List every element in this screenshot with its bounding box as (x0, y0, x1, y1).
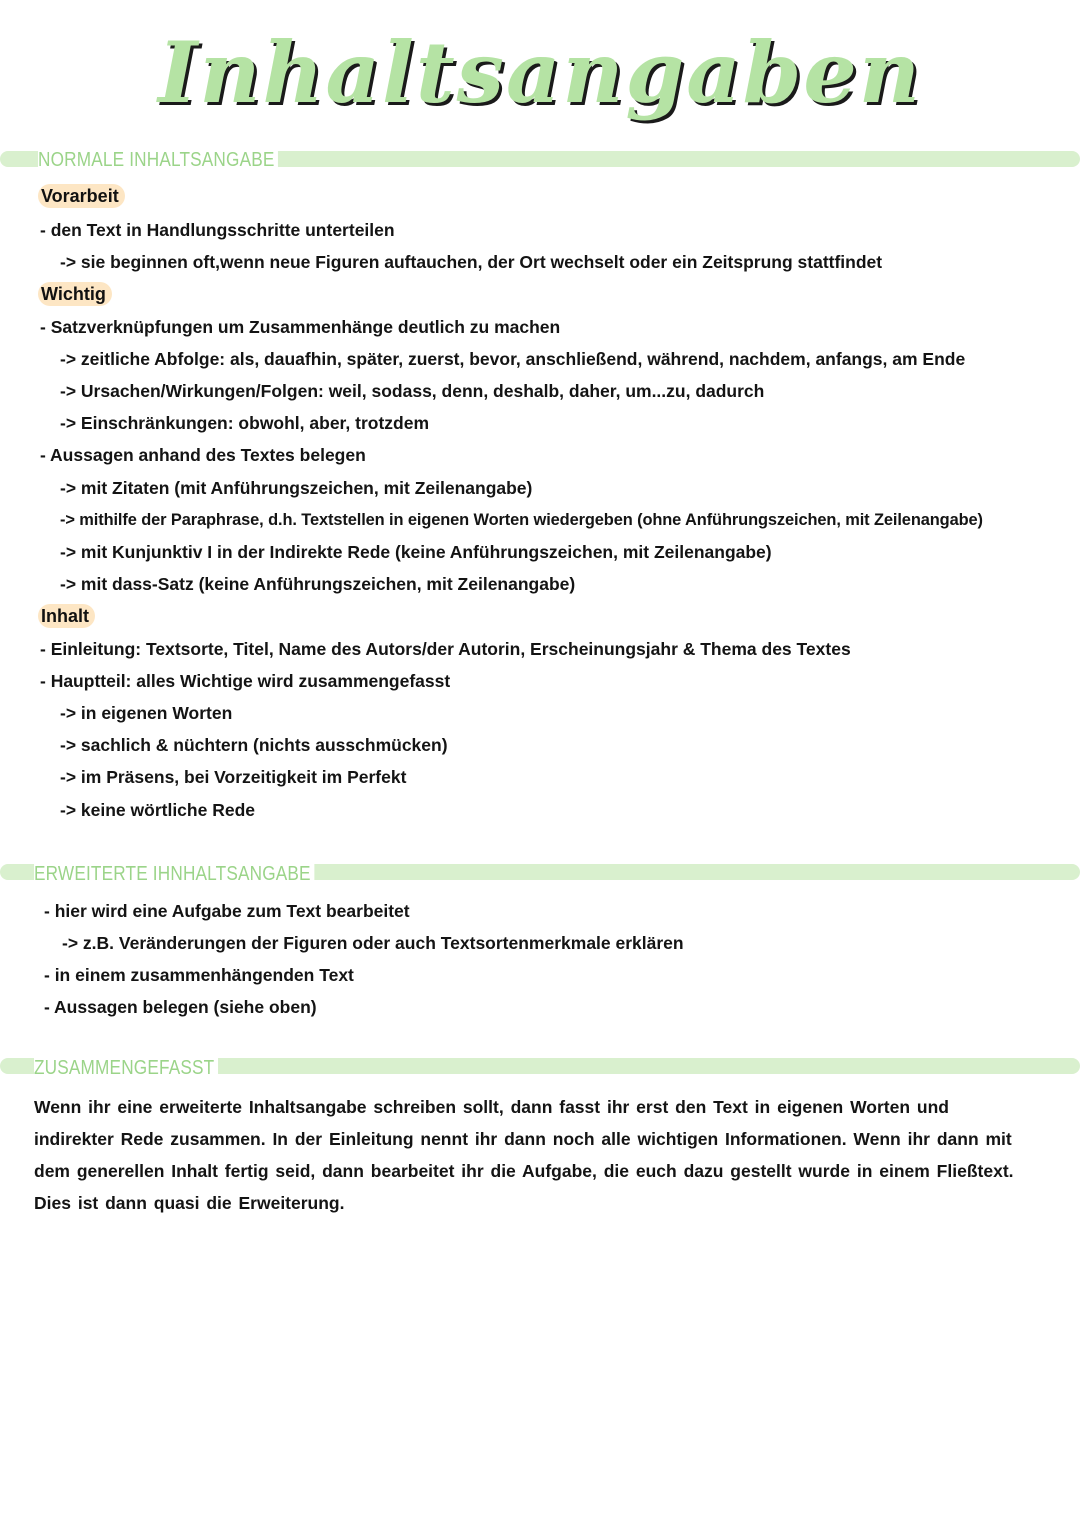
list-item: -> sie beginnen oft,wenn neue Figuren auftauchen, der Ort wechselt oder ein Zeitsprung stattfindet (60, 252, 883, 272)
list-item: -> im Präsens, bei Vorzeitigkeit im Perfekt (60, 767, 407, 787)
list-item: - Aussagen belegen (siehe oben) (44, 997, 317, 1017)
list-item: - Einleitung: Textsorte, Titel, Name des Autors/der Autorin, Erscheinungsjahr & Thema des Textes (40, 639, 851, 659)
list-item: -> Einschränkungen: obwohl, aber, trotzdem (60, 413, 430, 433)
list-item: - den Text in Handlungsschritte unterteilen (40, 220, 395, 240)
list-item: -> sachlich & nüchtern (nichts ausschmücken) (60, 735, 448, 755)
list-item: - hier wird eine Aufgabe zum Text bearbeitet (44, 901, 410, 921)
section-heading-zusammengefasst: ZUSAMMENGEFASST (34, 1056, 218, 1080)
list-item: -> z.B. Veränderungen der Figuren oder auch Textsortenmerkmale erklären (62, 933, 684, 953)
subheading-vorarbeit: Vorarbeit (38, 184, 125, 208)
list-item: - Satzverknüpfungen um Zusammenhänge deutlich zu machen (40, 317, 561, 337)
list-item: -> Ursachen/Wirkungen/Folgen: weil, sodass, denn, deshalb, daher, um...zu, dadurch (60, 381, 765, 401)
list-item: - in einem zusammenhängenden Text (44, 965, 354, 985)
list-item: -> mithilfe der Paraphrase, d.h. Textstellen in eigenen Worten wiedergeben (ohne Anführungszeichen, mit Zeilenangabe) (60, 511, 983, 529)
page-title: Inhaltsangaben (158, 23, 922, 122)
subheading-inhalt: Inhalt (38, 604, 95, 628)
list-item: - Aussagen anhand des Textes belegen (40, 445, 366, 465)
list-item: -> mit dass-Satz (keine Anführungszeichen, mit Zeilenangabe) (60, 574, 576, 594)
list-item: - Hauptteil: alles Wichtige wird zusammengefasst (40, 671, 451, 691)
section-heading-erweitert: ERWEITERTE IHNHALTSANGABE (34, 862, 314, 886)
list-item: -> zeitliche Abfolge: als, dauafhin, später, zuerst, bevor, anschließend, während, nachdem, anfangs, am Ende (60, 349, 966, 369)
list-item: -> keine wörtliche Rede (60, 800, 255, 820)
list-item: -> mit Kunjunktiv I in der Indirekte Rede (keine Anführungszeichen, mit Zeilenangabe) (60, 542, 772, 562)
section-heading-normal: NORMALE INHALTSANGABE (38, 148, 278, 172)
summary-paragraph: Wenn ihr eine erweiterte Inhaltsangabe schreiben sollt, dann fasst ihr erst den Text in eigenen Worten und indirekter Rede zusammen. In der Einleitung nennt ihr dann noch alle wichtigen Informationen. Wenn ihr dann mit dem generellen Inhalt fertig seid, dann bearbeitet ihr die Aufgabe, die euch dazu gestellt wurde in einem Fließtext. Dies ist dann quasi die Erweiterung. (34, 1097, 1014, 1213)
list-item: -> in eigenen Worten (60, 703, 233, 723)
list-item: -> mit Zitaten (mit Anführungszeichen, mit Zeilenangabe) (60, 478, 533, 498)
subheading-wichtig: Wichtig (38, 282, 112, 306)
